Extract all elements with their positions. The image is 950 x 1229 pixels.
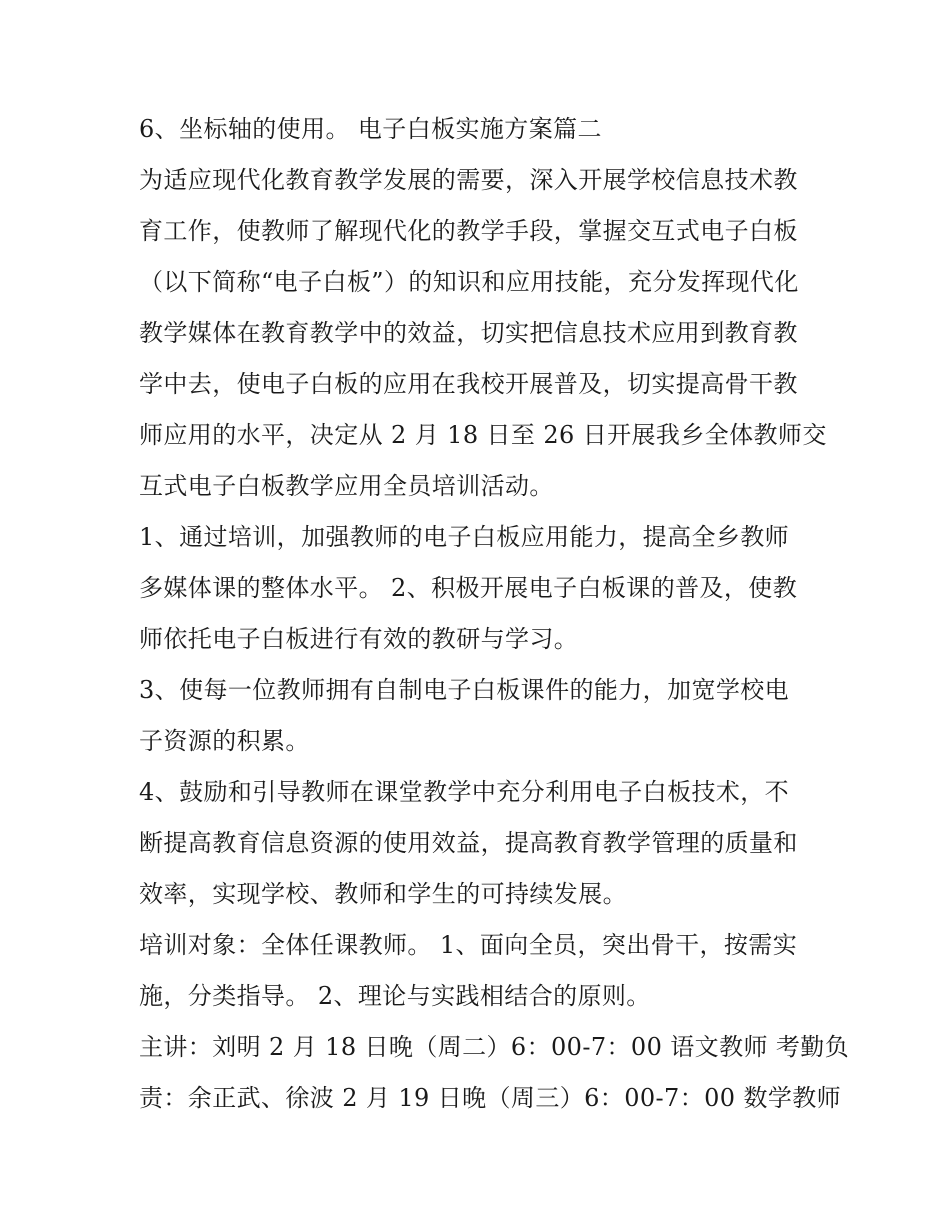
text-line: 施，分类指导。 2、理论与实践相结合的原则。 bbox=[139, 982, 651, 1010]
text-line: 3、使每一位教师拥有自制电子白板课件的能力，加宽学校电 bbox=[139, 676, 790, 704]
text-line: （以下简称“电子白板”）的知识和应用技能，充分发挥现代化 bbox=[139, 268, 799, 296]
text-line: 互式电子白板教学应用全员培训活动。 bbox=[139, 472, 554, 500]
document-body bbox=[139, 104, 850, 1124]
text-line: 多媒体课的整体水平。 2、积极开展电子白板课的普及，使教 bbox=[139, 574, 798, 602]
text-line: 效率，实现学校、教师和学生的可持续发展。 bbox=[139, 880, 627, 908]
text-line: 育工作，使教师了解现代化的教学手段，掌握交互式电子白板 bbox=[139, 217, 798, 245]
text-line: 师应用的水平，决定从 2 月 18 日至 26 日开展我乡全体教师交 bbox=[139, 421, 827, 449]
text-line: 子资源的积累。 bbox=[139, 727, 310, 755]
text-line: 师依托电子白板进行有效的教研与学习。 bbox=[139, 625, 579, 653]
text-line: 为适应现代化教育教学发展的需要，深入开展学校信息技术教 bbox=[139, 166, 798, 194]
text-line: 责：余正武、徐波 2 月 19 日晚（周三）6：00-7：00 数学教师 bbox=[139, 1084, 842, 1112]
text-line: 教学媒体在教育教学中的效益，切实把信息技术应用到教育教 bbox=[139, 319, 798, 347]
text-line: 6、坐标轴的使用。 电子白板实施方案篇二 bbox=[139, 115, 602, 143]
text-line: 1、通过培训，加强教师的电子白板应用能力，提高全乡教师 bbox=[139, 523, 790, 551]
text-line: 断提高教育信息资源的使用效益，提高教育教学管理的质量和 bbox=[139, 829, 798, 857]
text-line: 主讲：刘明 2 月 18 日晚（周二）6：00-7：00 语文教师 考勤负 bbox=[139, 1033, 850, 1061]
text-line: 培训对象：全体任课教师。 1、面向全员，突出骨干，按需实 bbox=[139, 931, 798, 959]
text-line: 4、鼓励和引导教师在课堂教学中充分利用电子白板技术，不 bbox=[139, 778, 790, 806]
text-line: 学中去，使电子白板的应用在我校开展普及，切实提高骨干教 bbox=[139, 370, 798, 398]
